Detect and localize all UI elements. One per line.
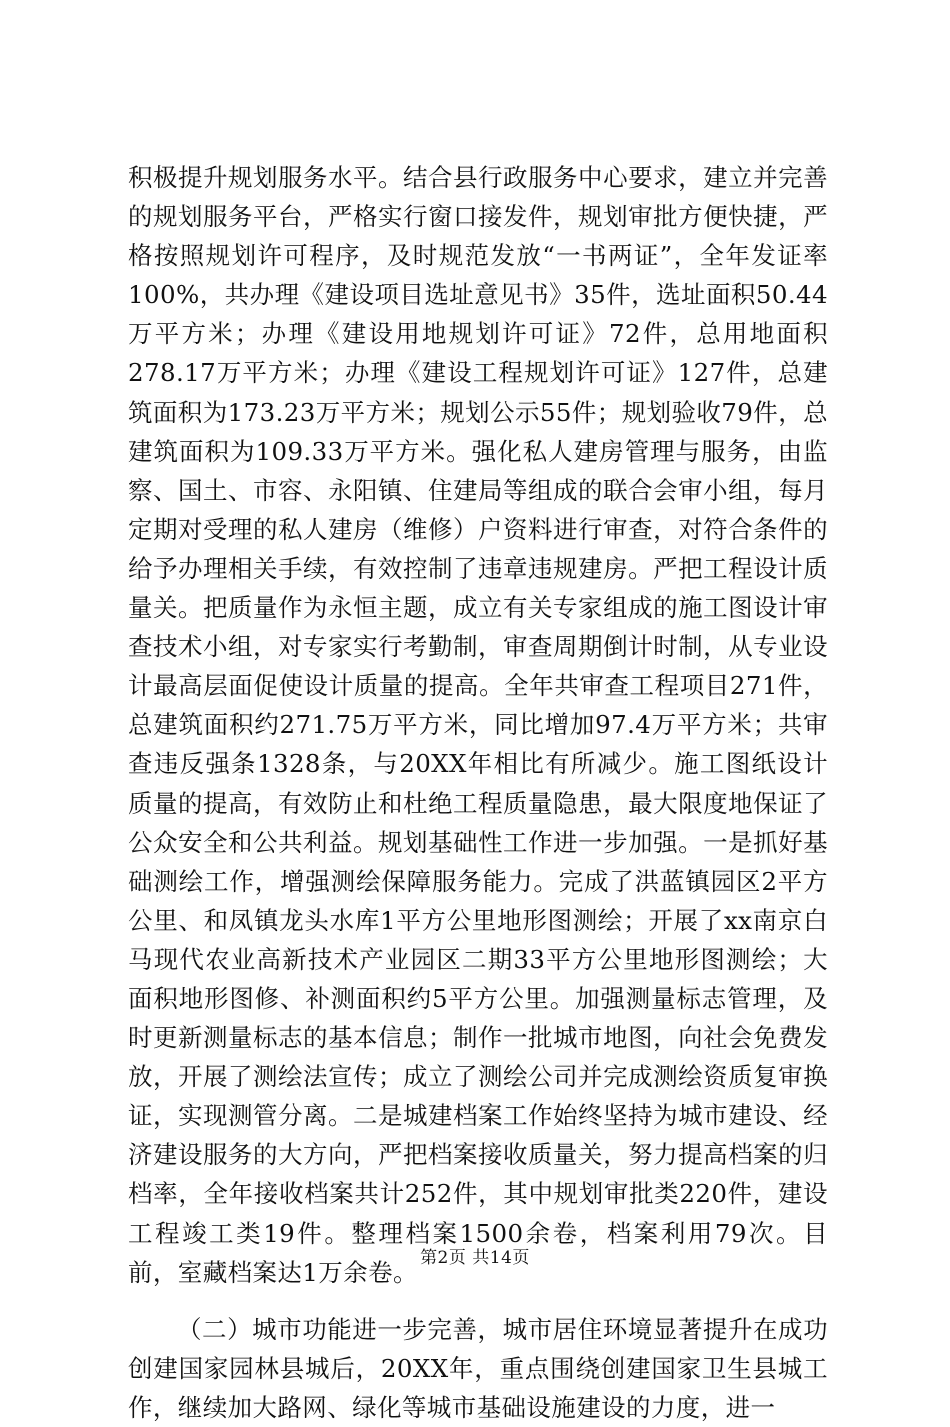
- page-number-footer: 第2页 共14页: [420, 1248, 530, 1268]
- paragraph-city-functions: （二）城市功能进一步完善，城市居住环境显著提升在成功创建国家园林县城后，20XX年，重点围绕创建国家卫生县城工作，继续加大路网、绿化等城市基础设施建设的力度，进一: [128, 1314, 828, 1422]
- document-body: [128, 158, 828, 1427]
- paragraph-planning-services: 积极提升规划服务水平。结合县行政服务中心要求，建立并完善的规划服务平台，严格实行窗口接发件，规划审批方便快捷，严格按照规划许可程序，及时规范发放“一书两证”，全年发证率100%，共办理《建设项目选址意见书》35件，选址面积50.44万平方米；办理《建设用地规划许可证》72件，总用地面积278.17万平方米；办理《建设工程规划许可证》127件，总建筑面积为173.23万平方米；规划公示55件；规划验收79件，总建筑面积为109.33万平方米。强化私人建房管理与服务，由监察、国土、市容、永阳镇、住建局等组成的联合会审小组，每月定期对受理的私人建房（维修）户资料进行审查，对符合条件的给予办理相关手续，有效控制了违章违规建房。严把工程设计质量关。把质量作为永恒主题，成立有关专家组成的施工图设计审查技术小组，对专家实行考勤制，审查周期倒计时制，从专业设计最高层面促使设计质量的提高。全年共审查工程项目271件，总建筑面积约271.75万平方米，同比增加97.4万平方米；共审查违反强条1328条，与20XX年相比有所减少。施工图纸设计质量的提高，有效防止和杜绝工程质量隐患，最大限度地保证了公众安全和公共利益。规划基础性工作进一步加强。一是抓好基础测绘工作，增强测绘保障服务能力。完成了洪蓝镇园区2平方公里、和凤镇龙头水库1平方公里地形图测绘；开展了xx南京白马现代农业高新技术产业园区二期33平方公里地形图测绘；大面积地形图修、补测面积约5平方公里。加强测量标志管理，及时更新测量标志的基本信息；制作一批城市地图，向社会免费发放，开展了测绘法宣传；成立了测绘公司并完成测绘资质复审换证，实现测管分离。二是城建档案工作始终坚持为城市建设、经济建设服务的大方向，严把档案接收质量关，努力提高档案的归档率，全年接收档案共计252件，其中规划审批类220件，建设工程竣工类19件。整理档案1500余卷，档案利用79次。目前，室藏档案达1万余卷。: [128, 163, 828, 1287]
